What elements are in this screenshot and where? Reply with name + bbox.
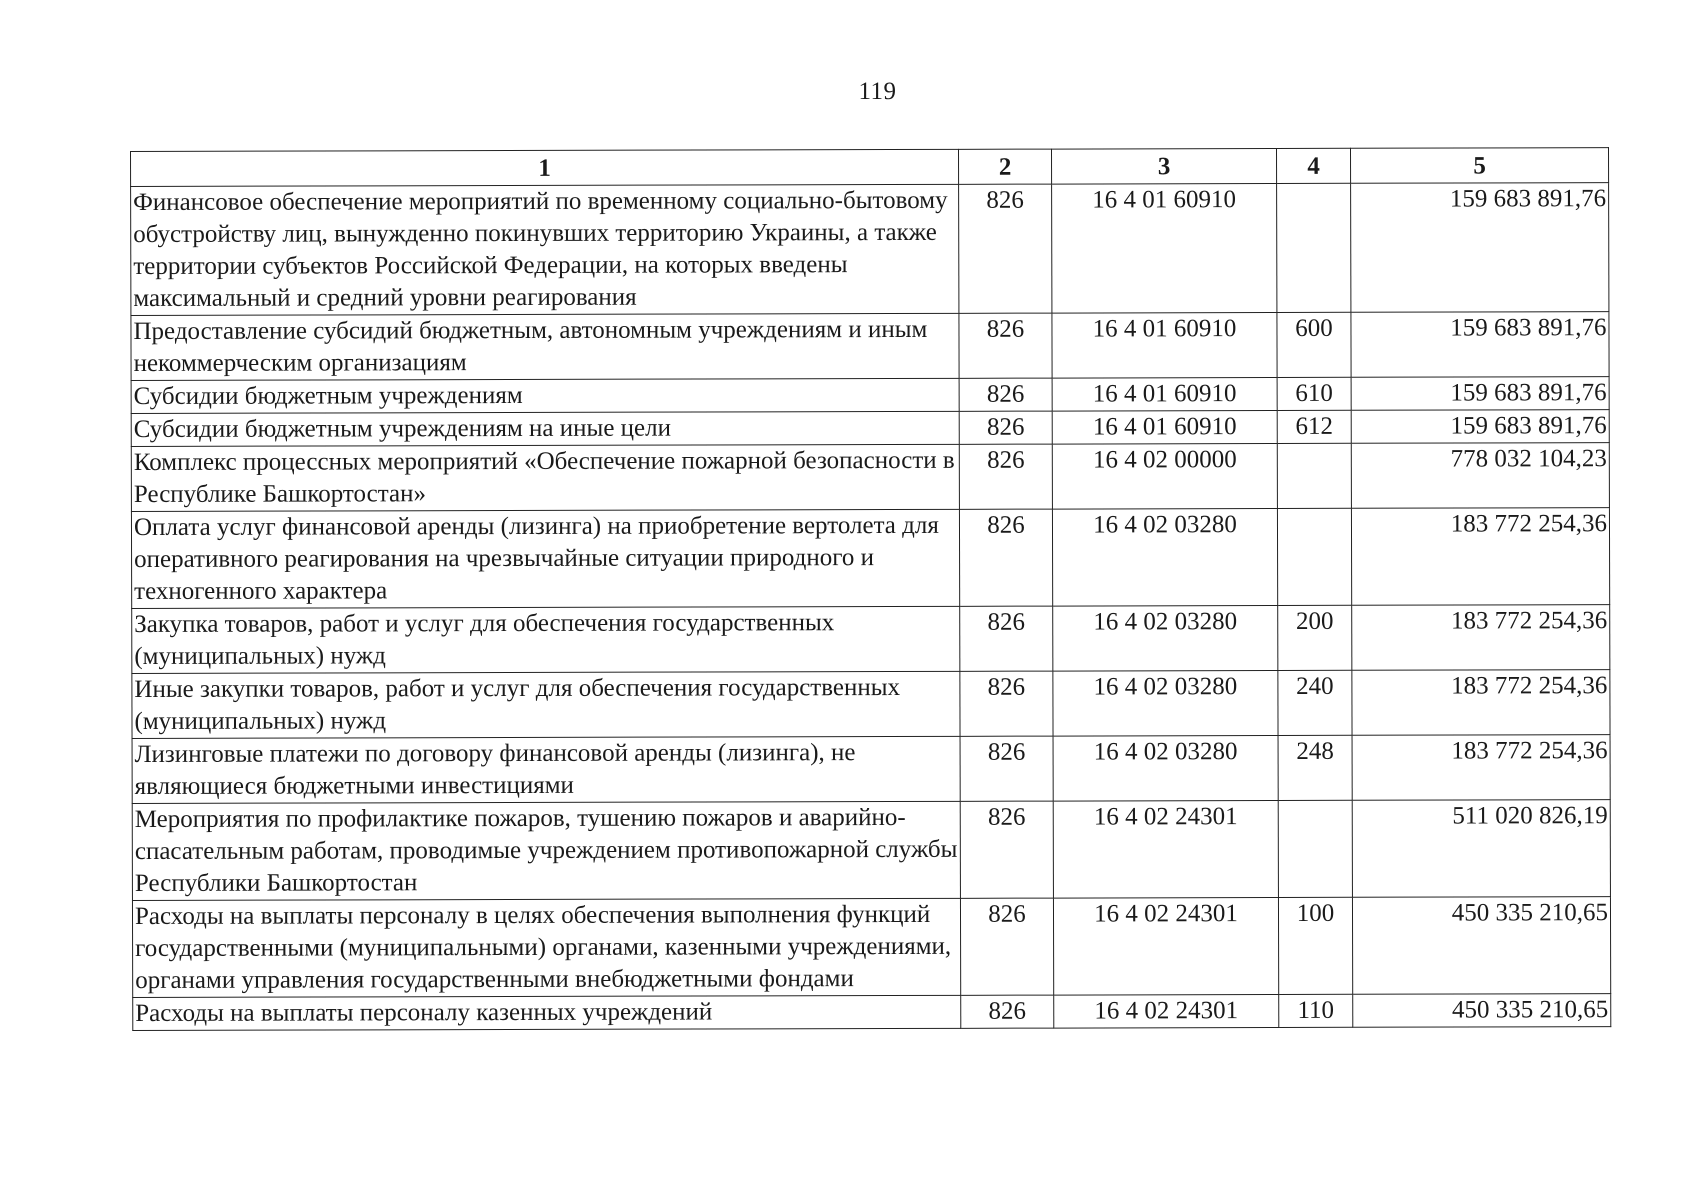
row-vr-code [1277, 508, 1351, 605]
row-sum: 450 335 210,65 [1353, 994, 1611, 1028]
row-name: Финансовое обеспечение мероприятий по временному социально-бытовому обустройству лиц, вынужденно покинувших территорию Украины, а также территории субъектов Российской Федерации, на которых введены максимальный и средний уровни реагирования [131, 184, 959, 315]
row-ved-code: 826 [960, 606, 1053, 671]
row-csr-code: 16 4 02 03280 [1052, 508, 1277, 606]
row-name: Иные закупки товаров, работ и услуг для обеспечения государственных (муниципальных) нужд [132, 671, 960, 738]
row-vr-code: 612 [1277, 410, 1351, 443]
row-sum: 159 683 891,76 [1351, 312, 1609, 378]
row-ved-code: 826 [960, 736, 1053, 801]
row-csr-code: 16 4 02 24301 [1053, 897, 1278, 995]
row-ved-code: 826 [960, 671, 1053, 736]
column-header-5: 5 [1350, 148, 1608, 184]
table-row [131, 377, 1609, 414]
row-name: Оплата услуг финансовой аренды (лизинга) на приобретение вертолета для оперативного реагирования на чрезвычайные ситуации природного и техногенного характера [131, 509, 959, 608]
budget-table [130, 147, 1611, 1031]
row-vr-code: 110 [1279, 994, 1353, 1027]
row-vr-code: 248 [1278, 735, 1352, 800]
column-header-3: 3 [1051, 148, 1276, 184]
row-vr-code: 240 [1278, 670, 1352, 735]
table-row [132, 897, 1610, 998]
row-ved-code: 826 [959, 444, 1052, 509]
row-csr-code: 16 4 02 03280 [1053, 605, 1278, 671]
row-sum: 511 020 826,19 [1352, 800, 1610, 898]
row-ved-code: 826 [959, 184, 1052, 313]
row-sum: 183 772 254,36 [1352, 605, 1610, 671]
table-row [133, 994, 1611, 1031]
row-name: Субсидии бюджетным учреждениям [131, 378, 959, 413]
row-ved-code: 826 [959, 509, 1052, 606]
row-sum: 183 772 254,36 [1352, 670, 1610, 736]
column-header-1: 1 [131, 149, 959, 186]
table-row [132, 605, 1610, 674]
row-name: Лизинговые платежи по договору финансовой аренды (лизинга), не являющиеся бюджетными инвестициями [132, 736, 960, 803]
row-csr-code: 16 4 02 03280 [1053, 670, 1278, 736]
row-vr-code: 610 [1277, 377, 1351, 410]
row-vr-code: 200 [1278, 605, 1352, 670]
row-sum: 778 032 104,23 [1351, 443, 1609, 509]
table-row [131, 410, 1609, 447]
row-name: Мероприятия по профилактике пожаров, тушению пожаров и аварийно-спасательным работам, проводимые учреждением противопожарной службы Республики Башкортостан [132, 801, 960, 900]
row-ved-code: 826 [961, 995, 1054, 1028]
row-vr-code [1277, 443, 1351, 508]
row-csr-code: 16 4 01 60910 [1052, 183, 1277, 313]
row-name: Расходы на выплаты персоналу казенных учреждений [133, 995, 961, 1030]
row-vr-code: 600 [1277, 312, 1351, 377]
table-row [132, 800, 1610, 901]
row-csr-code: 16 4 02 00000 [1052, 443, 1277, 509]
column-header-4: 4 [1276, 148, 1350, 183]
table-row [132, 735, 1610, 804]
row-ved-code: 826 [959, 378, 1052, 411]
row-csr-code: 16 4 01 60910 [1052, 312, 1277, 378]
table-row [131, 443, 1609, 512]
row-vr-code: 100 [1278, 897, 1352, 994]
row-csr-code: 16 4 02 24301 [1054, 994, 1279, 1028]
table-row [132, 670, 1610, 739]
table-row [131, 183, 1609, 316]
row-sum: 450 335 210,65 [1352, 897, 1610, 995]
table-row [131, 508, 1609, 609]
row-ved-code: 826 [960, 801, 1053, 898]
row-ved-code: 826 [959, 313, 1052, 378]
table-row [131, 312, 1609, 381]
row-sum: 183 772 254,36 [1351, 508, 1609, 606]
row-ved-code: 826 [959, 411, 1052, 444]
row-vr-code [1278, 800, 1352, 897]
row-sum: 159 683 891,76 [1351, 183, 1609, 313]
row-sum: 159 683 891,76 [1351, 410, 1609, 444]
row-name: Комплекс процессных мероприятий «Обеспечение пожарной безопасности в Республике Башкортостан» [131, 444, 959, 511]
page-number: 119 [858, 78, 897, 105]
row-csr-code: 16 4 02 03280 [1053, 735, 1278, 801]
row-name: Предоставление субсидий бюджетным, автономным учреждениям и иным некоммерческим организациям [131, 313, 959, 380]
row-ved-code: 826 [960, 898, 1053, 995]
table-header-row [131, 148, 1609, 187]
column-header-2: 2 [958, 149, 1051, 184]
row-sum: 159 683 891,76 [1351, 377, 1609, 411]
row-name: Субсидии бюджетным учреждениям на иные цели [131, 411, 959, 446]
row-sum: 183 772 254,36 [1352, 735, 1610, 801]
row-csr-code: 16 4 02 24301 [1053, 800, 1278, 898]
row-csr-code: 16 4 01 60910 [1052, 377, 1277, 411]
row-name: Закупка товаров, работ и услуг для обеспечения государственных (муниципальных) нужд [132, 606, 960, 673]
row-name: Расходы на выплаты персоналу в целях обеспечения выполнения функций государственными (муниципальными) органами, казенными учреждениями, органами управления государственными внебюджетными фондами [132, 898, 960, 997]
row-csr-code: 16 4 01 60910 [1052, 410, 1277, 444]
row-vr-code [1277, 183, 1351, 312]
